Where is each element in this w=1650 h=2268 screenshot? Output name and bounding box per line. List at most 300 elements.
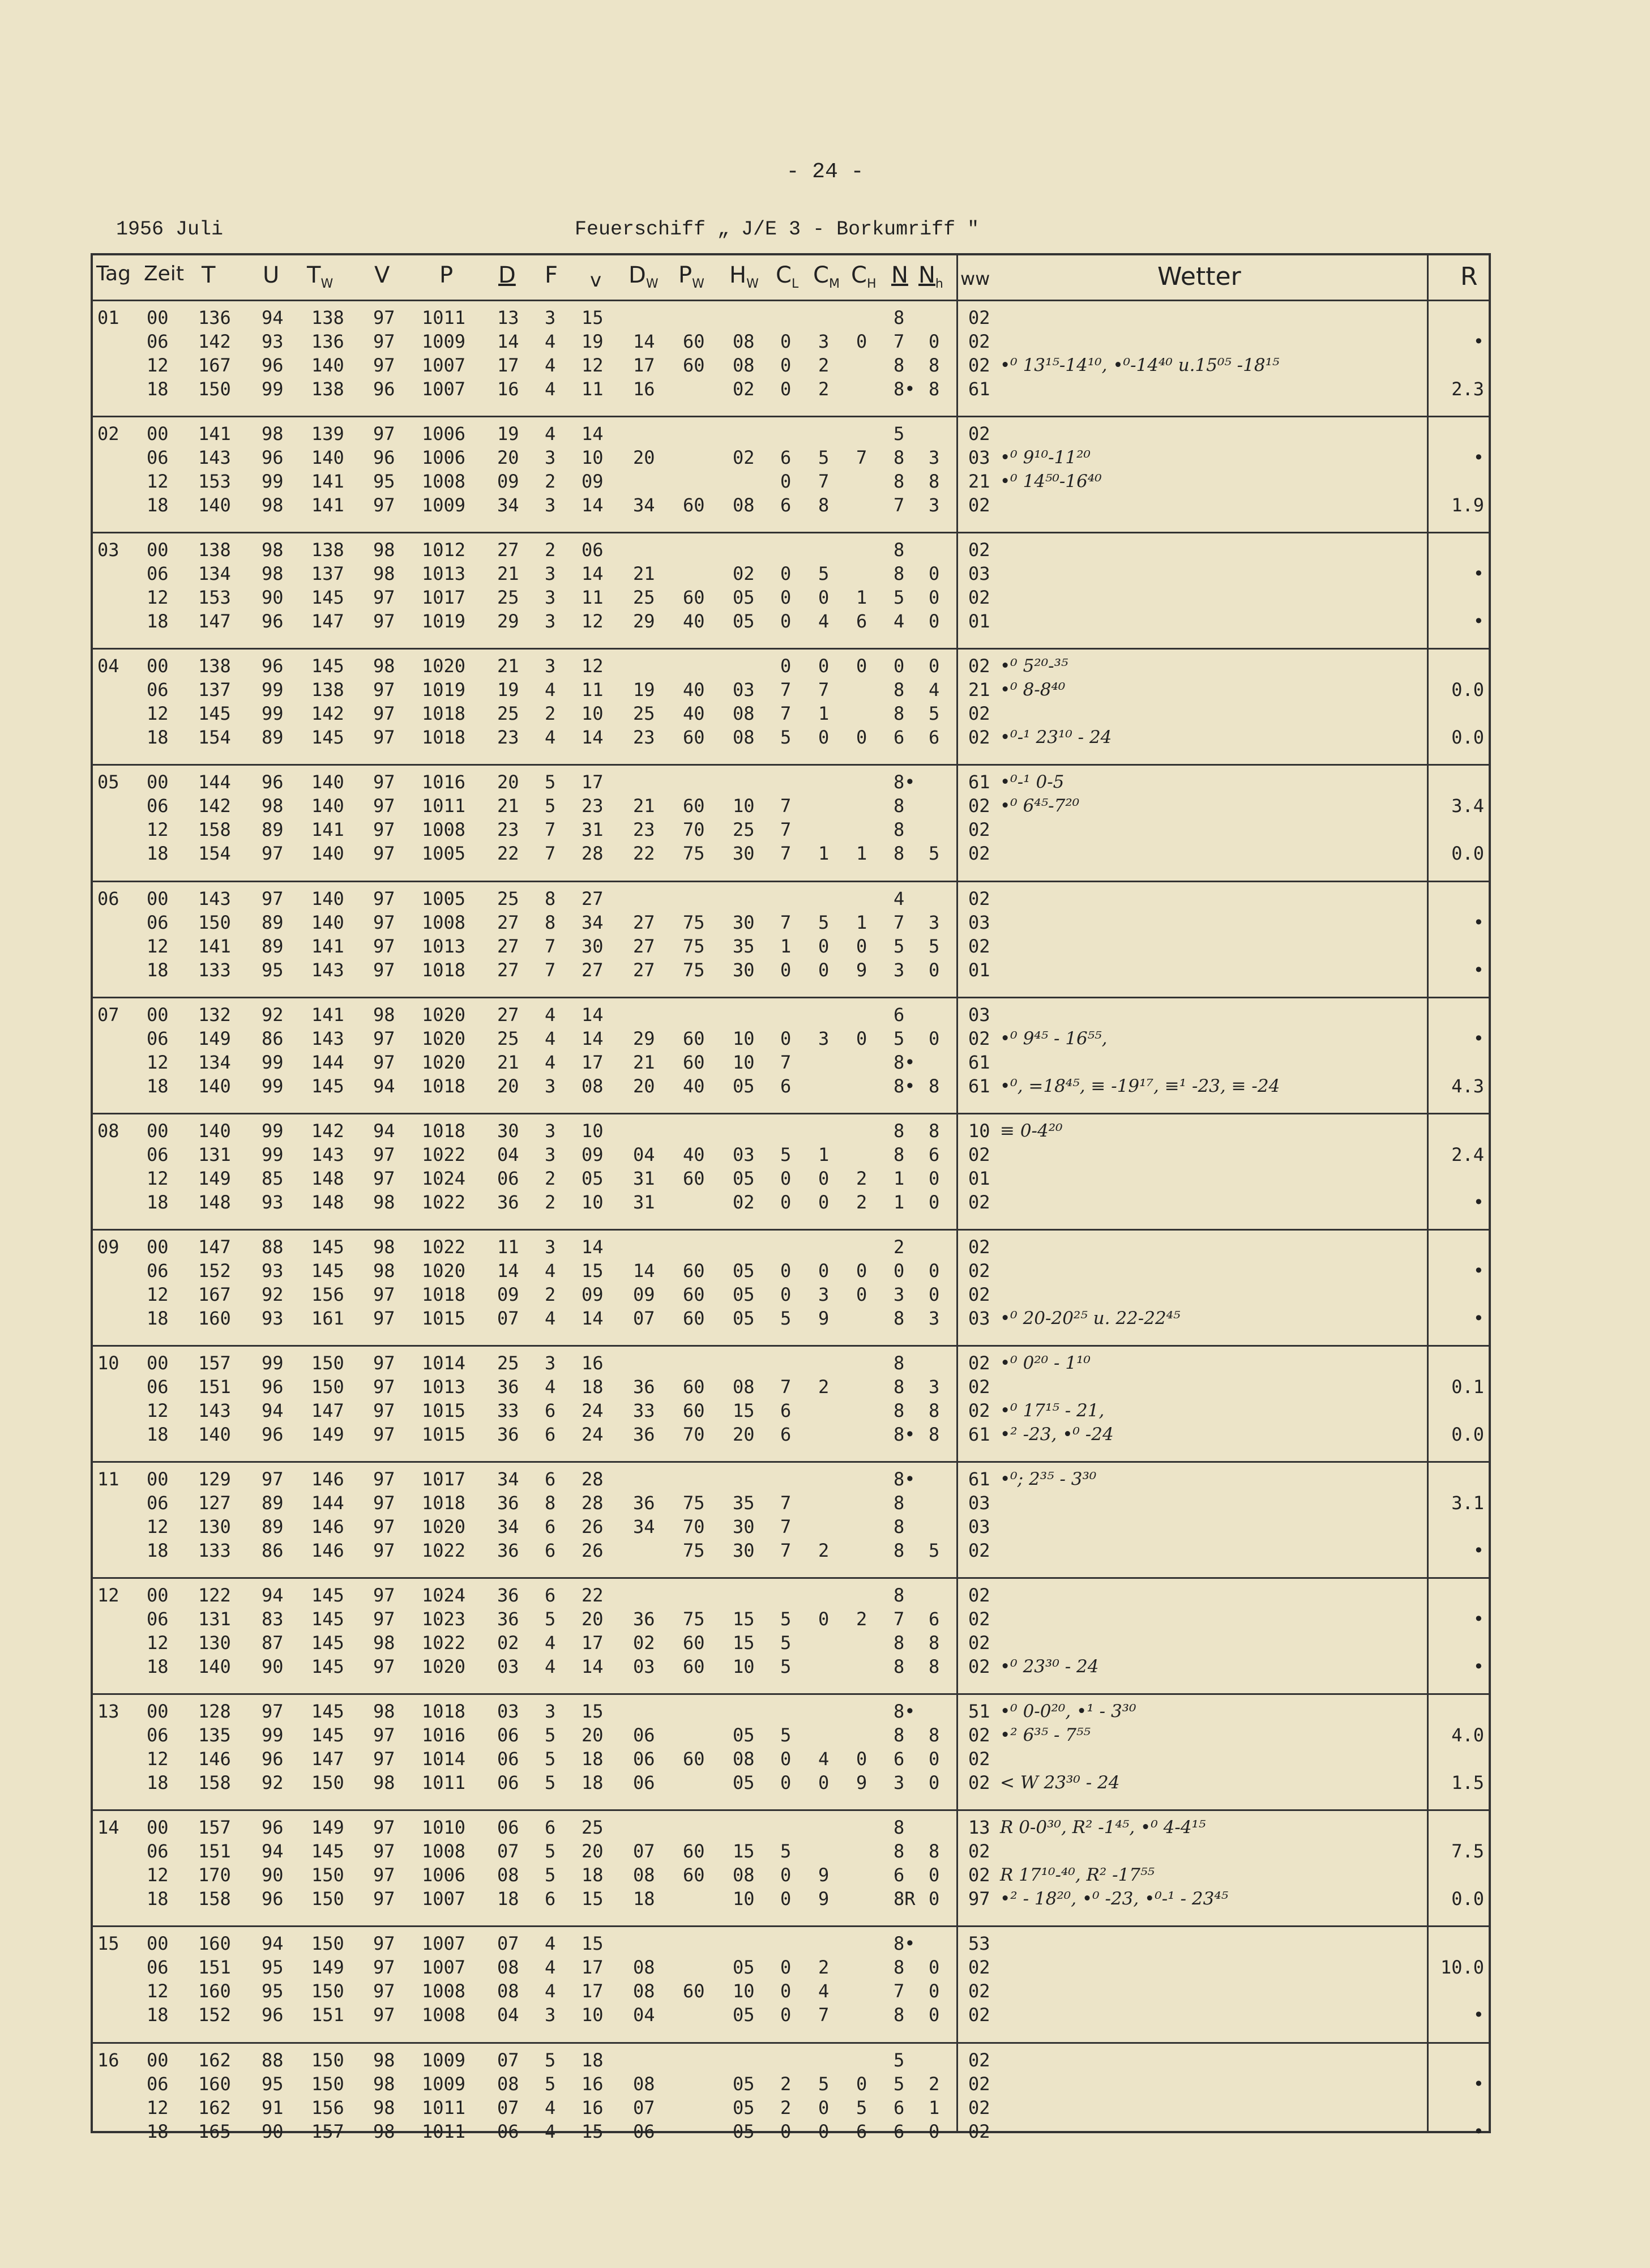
- cell-nh: 1: [929, 2096, 940, 2118]
- cell-cl: 0: [780, 331, 792, 352]
- cell-pw: 60: [683, 1748, 705, 1770]
- cell-p: 1012: [422, 539, 466, 561]
- cell-u: 92: [262, 1003, 284, 1026]
- cell-u: 99: [262, 378, 284, 400]
- cell-cm: 0: [818, 2120, 830, 2142]
- col-v: V: [374, 262, 390, 288]
- cell-tw: 150: [311, 2073, 344, 2095]
- cell-cl: 5: [780, 1632, 792, 1654]
- cell-u: 96: [262, 610, 284, 633]
- cell-t: 142: [198, 795, 231, 817]
- cell-f: 6: [545, 1888, 556, 1910]
- cell-d: 36: [497, 1376, 519, 1398]
- weather-note: •⁰ 9¹⁰-11²⁰: [1000, 447, 1091, 468]
- cell-n: 6: [894, 1748, 905, 1770]
- cell-f: 3: [545, 1075, 556, 1097]
- cell-u: 99: [262, 1352, 284, 1374]
- cell-ww: 02: [968, 703, 990, 725]
- weather-note: ≡ 0-4²⁰: [1000, 1120, 1063, 1141]
- cell-f: 5: [545, 1608, 556, 1630]
- cell-v: 98: [373, 1003, 395, 1026]
- cell-u: 88: [262, 1236, 284, 1258]
- cell-n: 3: [894, 1772, 905, 1794]
- cell-pw: 60: [683, 1307, 705, 1329]
- cell-f: 3: [545, 1352, 556, 1374]
- cell-cm: 0: [818, 1167, 830, 1189]
- cell-t: 143: [198, 447, 231, 469]
- cell-v: 97: [373, 703, 395, 725]
- cell-tw: 145: [311, 1608, 344, 1630]
- cell-u: 88: [262, 2049, 284, 2071]
- cell-p: 1016: [422, 771, 466, 793]
- cell-u: 95: [262, 2073, 284, 2095]
- cell-d: 07: [497, 2049, 519, 2071]
- cell-n: 1: [894, 1191, 905, 1213]
- cell-tw: 141: [311, 471, 344, 493]
- cell-vis: 11: [582, 378, 604, 400]
- cell-vis: 22: [582, 1584, 604, 1607]
- cell-tw: 146: [311, 1516, 344, 1537]
- cell-vis: 11: [582, 679, 604, 701]
- cell-vis: 09: [582, 1143, 604, 1165]
- cell-ch: 0: [856, 655, 867, 677]
- cell-d: 03: [497, 1656, 519, 1678]
- cell-d: 27: [497, 1003, 519, 1026]
- cell-d: 36: [497, 1584, 519, 1607]
- cell-zeit: 06: [147, 1957, 169, 1979]
- cell-f: 2: [545, 1283, 556, 1305]
- cell-n: 8: [894, 1307, 905, 1329]
- header-divider: [93, 300, 1489, 301]
- cell-v: 97: [373, 1888, 395, 1910]
- cell-vis: 12: [582, 354, 604, 376]
- cell-t: 133: [198, 1540, 231, 1561]
- cell-n: 8R: [894, 1888, 916, 1910]
- cell-f: 6: [545, 1584, 556, 1607]
- cell-ww: 02: [968, 539, 990, 561]
- cell-tw: 145: [311, 1724, 344, 1746]
- cell-ww: 97: [968, 1888, 990, 1910]
- cell-f: 4: [545, 1259, 556, 1282]
- cell-v: 97: [373, 1933, 395, 1955]
- cell-vis: 30: [582, 935, 604, 957]
- cell-f: 4: [545, 1307, 556, 1329]
- cell-u: 97: [262, 1468, 284, 1490]
- weather-note: •⁰ 17¹⁵ - 21,: [1000, 1400, 1105, 1421]
- day-divider: [93, 1577, 1489, 1579]
- cell-ch: 1: [856, 843, 867, 865]
- cell-zeit: 18: [147, 959, 169, 981]
- cell-v: 98: [373, 1632, 395, 1654]
- cell-ww: 02: [968, 1259, 990, 1282]
- col-dw-main: D: [629, 262, 646, 288]
- cell-ww: 02: [968, 1840, 990, 1863]
- precip-value: •: [1473, 2073, 1484, 2095]
- cell-u: 89: [262, 1516, 284, 1537]
- cell-f: 4: [545, 1632, 556, 1654]
- cell-p: 1022: [422, 1236, 466, 1258]
- cell-d: 07: [497, 1307, 519, 1329]
- cell-dw: 36: [633, 1423, 655, 1445]
- cell-d: 36: [497, 1608, 519, 1630]
- cell-u: 96: [262, 1748, 284, 1770]
- cell-u: 99: [262, 1075, 284, 1097]
- cell-vis: 12: [582, 655, 604, 677]
- cell-dw: 14: [633, 1259, 655, 1282]
- cell-ww: 02: [968, 795, 990, 817]
- cell-n: 8: [894, 1120, 905, 1142]
- cell-cl: 7: [780, 795, 792, 817]
- cell-ww: 02: [968, 1584, 990, 1607]
- cell-ww: 02: [968, 1980, 990, 2002]
- cell-ww: 03: [968, 1307, 990, 1329]
- cell-cl: 5: [780, 1143, 792, 1165]
- cell-cm: 9: [818, 1307, 830, 1329]
- cell-n: 5: [894, 423, 905, 445]
- cell-v: 98: [373, 1701, 395, 1723]
- cell-hw: 10: [733, 1980, 755, 2002]
- cell-hw: 05: [733, 1724, 755, 1746]
- cell-nh: 8: [929, 378, 940, 400]
- cell-n: 8: [894, 1399, 905, 1421]
- cell-cm: 1: [818, 843, 830, 865]
- cell-tw: 142: [311, 703, 344, 725]
- cell-u: 94: [262, 1584, 284, 1607]
- cell-zeit: 00: [147, 655, 169, 677]
- cell-u: 83: [262, 1608, 284, 1630]
- cell-dw: 07: [633, 1307, 655, 1329]
- cell-f: 4: [545, 423, 556, 445]
- cell-p: 1006: [422, 423, 466, 445]
- col-tag: Tag: [96, 262, 131, 285]
- cell-cm: 1: [818, 1143, 830, 1165]
- cell-nh: 6: [929, 1143, 940, 1165]
- precip-value: 2.3: [1451, 378, 1484, 400]
- cell-ww: 02: [968, 1772, 990, 1794]
- cell-n: 5: [894, 935, 905, 957]
- cell-d: 27: [497, 539, 519, 561]
- col-cm-sub: M: [828, 277, 840, 291]
- cell-pw: 60: [683, 1656, 705, 1678]
- cell-tw: 150: [311, 1772, 344, 1794]
- cell-zeit: 18: [147, 2120, 169, 2142]
- cell-dw: 31: [633, 1167, 655, 1189]
- cell-u: 96: [262, 2004, 284, 2026]
- cell-dw: 34: [633, 1516, 655, 1537]
- cell-zeit: 06: [147, 331, 169, 352]
- cell-tw: 141: [311, 494, 344, 516]
- cell-d: 21: [497, 1051, 519, 1073]
- cell-d: 25: [497, 587, 519, 609]
- cell-dw: 29: [633, 1027, 655, 1049]
- cell-t: 140: [198, 494, 231, 516]
- cell-v: 98: [373, 563, 395, 585]
- cell-nh: 8: [929, 1840, 940, 1863]
- cell-cm: 2: [818, 1376, 830, 1398]
- cell-u: 96: [262, 655, 284, 677]
- cell-p: 1007: [422, 1957, 466, 1979]
- cell-cm: 4: [818, 1980, 830, 2002]
- day-divider: [93, 2042, 1489, 2044]
- col-cm: [813, 262, 840, 291]
- cell-f: 4: [545, 1027, 556, 1049]
- cell-f: 6: [545, 1540, 556, 1561]
- cell-u: 89: [262, 935, 284, 957]
- cell-t: 127: [198, 1492, 231, 1514]
- cell-v: 97: [373, 1516, 395, 1537]
- cell-p: 1020: [422, 1516, 466, 1537]
- cell-n: 6: [894, 1003, 905, 1026]
- cell-d: 17: [497, 354, 519, 376]
- cell-zeit: 00: [147, 887, 169, 909]
- day-label: 08: [97, 1120, 119, 1142]
- cell-n: 8•: [894, 1051, 916, 1073]
- cell-t: 160: [198, 1980, 231, 2002]
- cell-t: 135: [198, 1724, 231, 1746]
- cell-pw: 75: [683, 1492, 705, 1514]
- cell-d: 06: [497, 1724, 519, 1746]
- cell-tw: 140: [311, 795, 344, 817]
- cell-v: 97: [373, 1143, 395, 1165]
- cell-pw: 40: [683, 679, 705, 701]
- cell-tw: 150: [311, 1888, 344, 1910]
- cell-zeit: 18: [147, 1307, 169, 1329]
- cell-u: 96: [262, 354, 284, 376]
- cell-zeit: 00: [147, 1468, 169, 1490]
- day-label: 06: [97, 887, 119, 909]
- cell-f: 3: [545, 587, 556, 609]
- col-nh: [918, 262, 943, 291]
- weather-note: •⁰; 2³⁵ - 3³⁰: [1000, 1469, 1097, 1489]
- cell-ww: 02: [968, 1352, 990, 1374]
- cell-pw: 40: [683, 610, 705, 633]
- cell-cl: 0: [780, 1957, 792, 1979]
- cell-n: 3: [894, 1283, 905, 1305]
- cell-n: 6: [894, 1864, 905, 1886]
- cell-p: 1008: [422, 2004, 466, 2026]
- cell-t: 142: [198, 331, 231, 352]
- cell-cl: 6: [780, 1399, 792, 1421]
- cell-v: 97: [373, 610, 395, 633]
- cell-d: 08: [497, 1980, 519, 2002]
- precip-value: 1.9: [1451, 494, 1484, 516]
- cell-cm: 4: [818, 610, 830, 633]
- cell-nh: 5: [929, 843, 940, 865]
- cell-u: 98: [262, 423, 284, 445]
- cell-hw: 15: [733, 1399, 755, 1421]
- cell-n: 4: [894, 610, 905, 633]
- cell-t: 141: [198, 423, 231, 445]
- cell-tw: 138: [311, 679, 344, 701]
- cell-zeit: 12: [147, 587, 169, 609]
- cell-pw: 60: [683, 331, 705, 352]
- cell-n: 6: [894, 2120, 905, 2142]
- cell-zeit: 18: [147, 1540, 169, 1561]
- cell-hw: 20: [733, 1423, 755, 1445]
- cell-v: 97: [373, 1167, 395, 1189]
- day-divider: [93, 997, 1489, 998]
- cell-n: 0: [894, 1259, 905, 1282]
- cell-dw: 23: [633, 819, 655, 841]
- cell-dw: 18: [633, 1888, 655, 1910]
- cell-dw: 36: [633, 1608, 655, 1630]
- cell-p: 1013: [422, 935, 466, 957]
- cell-pw: 75: [683, 911, 705, 933]
- cell-nh: 0: [929, 1191, 940, 1213]
- cell-d: 19: [497, 423, 519, 445]
- cell-cl: 0: [780, 2004, 792, 2026]
- cell-cm: 0: [818, 1608, 830, 1630]
- cell-tw: 150: [311, 1933, 344, 1955]
- cell-v: 97: [373, 1748, 395, 1770]
- cell-tw: 150: [311, 2049, 344, 2071]
- cell-f: 5: [545, 795, 556, 817]
- cell-cl: 6: [780, 1423, 792, 1445]
- cell-pw: 60: [683, 727, 705, 749]
- col-p: P: [439, 262, 454, 288]
- cell-d: 06: [497, 1167, 519, 1189]
- cell-cl: 7: [780, 843, 792, 865]
- cell-p: 1022: [422, 1540, 466, 1561]
- col-f: F: [545, 262, 558, 288]
- cell-p: 1007: [422, 1888, 466, 1910]
- cell-nh: 0: [929, 1980, 940, 2002]
- cell-u: 90: [262, 1656, 284, 1678]
- cell-f: 3: [545, 447, 556, 469]
- cell-cl: 0: [780, 563, 792, 585]
- cell-v: 97: [373, 1492, 395, 1514]
- cell-cl: 7: [780, 1376, 792, 1398]
- cell-p: 1019: [422, 610, 466, 633]
- cell-u: 92: [262, 1283, 284, 1305]
- cell-v: 97: [373, 1352, 395, 1374]
- cell-dw: 08: [633, 1980, 655, 2002]
- cell-u: 85: [262, 1167, 284, 1189]
- day-label: 02: [97, 423, 119, 445]
- precip-value: 0.0: [1451, 727, 1484, 749]
- cell-v: 97: [373, 1027, 395, 1049]
- cell-d: 06: [497, 2120, 519, 2142]
- cell-cl: 0: [780, 1259, 792, 1282]
- cell-hw: 25: [733, 819, 755, 841]
- cell-dw: 25: [633, 703, 655, 725]
- cell-v: 97: [373, 679, 395, 701]
- cell-hw: 05: [733, 1283, 755, 1305]
- cell-vis: 14: [582, 1003, 604, 1026]
- cell-zeit: 12: [147, 1980, 169, 2002]
- cell-tw: 148: [311, 1191, 344, 1213]
- cell-v: 94: [373, 1120, 395, 1142]
- cell-d: 06: [497, 1772, 519, 1794]
- cell-p: 1007: [422, 378, 466, 400]
- col-cm-main: C: [813, 262, 829, 288]
- cell-tw: 149: [311, 1817, 344, 1839]
- cell-ww: 02: [968, 2049, 990, 2071]
- cell-dw: 16: [633, 378, 655, 400]
- cell-dw: 08: [633, 2073, 655, 2095]
- cell-tw: 143: [311, 1027, 344, 1049]
- cell-zeit: 18: [147, 1423, 169, 1445]
- cell-dw: 21: [633, 795, 655, 817]
- cell-tw: 136: [311, 331, 344, 352]
- cell-nh: 0: [929, 587, 940, 609]
- cell-pw: 70: [683, 819, 705, 841]
- cell-vis: 27: [582, 887, 604, 909]
- cell-nh: 8: [929, 1656, 940, 1678]
- cell-ww: 03: [968, 1492, 990, 1514]
- cell-pw: 60: [683, 1376, 705, 1398]
- cell-ww: 13: [968, 1817, 990, 1839]
- weather-note: •² - 18²⁰, •⁰ -23, •⁰-¹ - 23⁴⁵: [1000, 1889, 1229, 1910]
- day-divider: [93, 1345, 1489, 1347]
- cell-ww: 02: [968, 935, 990, 957]
- day-divider: [93, 416, 1489, 417]
- cell-dw: 08: [633, 1957, 655, 1979]
- cell-dw: 17: [633, 354, 655, 376]
- cell-ww: 02: [968, 1748, 990, 1770]
- cell-hw: 10: [733, 1027, 755, 1049]
- cell-u: 93: [262, 1259, 284, 1282]
- cell-d: 04: [497, 2004, 519, 2026]
- cell-cl: 6: [780, 1075, 792, 1097]
- cell-ww: 02: [968, 727, 990, 749]
- station-title: Feuerschiff „ J/E 3 - Borkumriff ": [575, 218, 980, 241]
- cell-cm: 3: [818, 1027, 830, 1049]
- cell-cl: 7: [780, 911, 792, 933]
- cell-p: 1020: [422, 655, 466, 677]
- col-pw-main: P: [678, 262, 693, 288]
- cell-cl: 0: [780, 471, 792, 493]
- cell-tw: 140: [311, 771, 344, 793]
- cell-d: 23: [497, 727, 519, 749]
- cell-t: 138: [198, 539, 231, 561]
- precip-value: •: [1473, 1608, 1484, 1630]
- cell-d: 02: [497, 1632, 519, 1654]
- cell-dw: 22: [633, 843, 655, 865]
- cell-p: 1020: [422, 1656, 466, 1678]
- cell-cl: 0: [780, 1167, 792, 1189]
- cell-u: 93: [262, 331, 284, 352]
- cell-vis: 15: [582, 1888, 604, 1910]
- cell-cl: 7: [780, 703, 792, 725]
- cell-p: 1005: [422, 887, 466, 909]
- cell-zeit: 18: [147, 494, 169, 516]
- cell-ch: 0: [856, 1748, 867, 1770]
- cell-v: 97: [373, 1307, 395, 1329]
- cell-zeit: 00: [147, 307, 169, 328]
- col-dw-sub: W: [646, 277, 659, 291]
- cell-zeit: 12: [147, 2096, 169, 2118]
- cell-vis: 20: [582, 1608, 604, 1630]
- cell-n: 8: [894, 1724, 905, 1746]
- cell-vis: 20: [582, 1724, 604, 1746]
- cell-tw: 147: [311, 1399, 344, 1421]
- cell-pw: 40: [683, 1075, 705, 1097]
- cell-zeit: 18: [147, 1191, 169, 1213]
- cell-v: 97: [373, 354, 395, 376]
- cell-f: 3: [545, 563, 556, 585]
- cell-hw: 05: [733, 1259, 755, 1282]
- cell-cm: 0: [818, 935, 830, 957]
- cell-hw: 15: [733, 1608, 755, 1630]
- cell-ww: 02: [968, 1236, 990, 1258]
- cell-v: 97: [373, 887, 395, 909]
- cell-nh: 0: [929, 563, 940, 585]
- cell-nh: 0: [929, 959, 940, 981]
- cell-cm: 3: [818, 1283, 830, 1305]
- cell-nh: 2: [929, 2073, 940, 2095]
- cell-ww: 02: [968, 655, 990, 677]
